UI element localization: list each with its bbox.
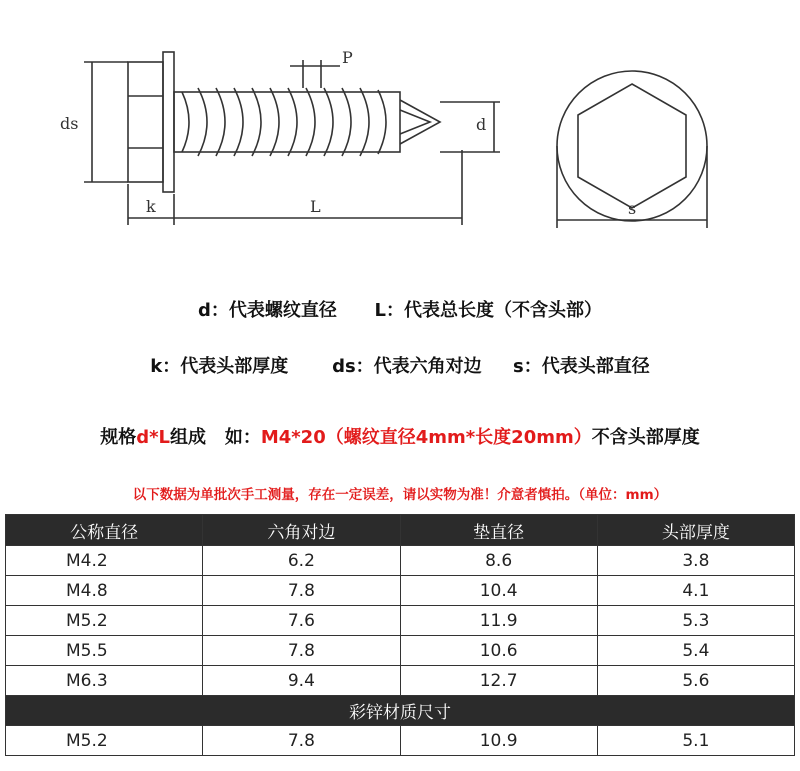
cell: 5.6 — [597, 666, 794, 696]
cell: 7.8 — [203, 636, 400, 666]
cell: M4.8 — [6, 576, 203, 606]
spec-example: M4*20（螺纹直径4mm*长度20mm） — [260, 427, 592, 448]
cell: 10.4 — [400, 576, 597, 606]
measurement-note: 以下数据为单批次手工测量，存在一定误差，请以实物为准！介意者慎拍。（单位：mm） — [132, 487, 668, 503]
legend-line-1: d：代表螺纹直径 L：代表总长度（不含头部） — [198, 300, 602, 321]
cell: 5.4 — [597, 636, 794, 666]
label-s: s — [628, 199, 637, 218]
cell: 3.8 — [597, 546, 794, 576]
label-d: d — [476, 115, 487, 134]
cell: 11.9 — [400, 606, 597, 636]
header-nominal-diameter: 公称直径 — [6, 515, 203, 546]
table-row — [6, 726, 795, 756]
label-k: k — [146, 197, 156, 216]
table-section-row — [6, 696, 795, 726]
cell: M5.2 — [6, 606, 203, 636]
spec-prefix: 规格 — [100, 427, 137, 448]
screw-washer — [163, 52, 174, 192]
cell: M6.3 — [6, 666, 203, 696]
screw-dimension-diagram — [0, 0, 800, 250]
hex-outline — [578, 84, 686, 208]
spec-formula: d*L — [136, 427, 171, 448]
cell: 4.1 — [597, 576, 794, 606]
spec-line — [0, 423, 800, 449]
cell: 9.4 — [203, 666, 400, 696]
section-title: 彩锌材质尺寸 — [6, 696, 795, 726]
header-hex-width: 六角对边 — [203, 515, 400, 546]
cell: 5.3 — [597, 606, 794, 636]
table-row — [6, 546, 795, 576]
cell: 6.2 — [203, 546, 400, 576]
spec-suffix: 不含头部厚度 — [591, 427, 700, 448]
header-head-thickness: 头部厚度 — [597, 515, 794, 546]
cell: M5.5 — [6, 636, 203, 666]
table-row — [6, 606, 795, 636]
table-row — [6, 576, 795, 606]
screw-head — [128, 62, 163, 182]
cell: 5.1 — [597, 726, 794, 756]
cell: 10.6 — [400, 636, 597, 666]
table-row — [6, 636, 795, 666]
drill-tip — [400, 100, 440, 144]
cell: 7.8 — [203, 726, 400, 756]
cell: 7.8 — [203, 576, 400, 606]
spec-middle: 组成 如： — [170, 427, 261, 448]
cell: 8.6 — [400, 546, 597, 576]
size-table — [5, 514, 795, 756]
label-L: L — [310, 197, 321, 216]
legend-line-2: k：代表头部厚度 ds：代表六角对边 s：代表头部直径 — [150, 356, 650, 377]
label-P: P — [342, 48, 353, 67]
header-washer-diameter: 垫直径 — [400, 515, 597, 546]
screw-threads — [182, 88, 386, 156]
cell: 12.7 — [400, 666, 597, 696]
cell: 10.9 — [400, 726, 597, 756]
cell: 7.6 — [203, 606, 400, 636]
table-header-row — [6, 515, 795, 546]
cell: M5.2 — [6, 726, 203, 756]
label-ds: ds — [60, 114, 79, 133]
table-row — [6, 666, 795, 696]
cell: M4.2 — [6, 546, 203, 576]
